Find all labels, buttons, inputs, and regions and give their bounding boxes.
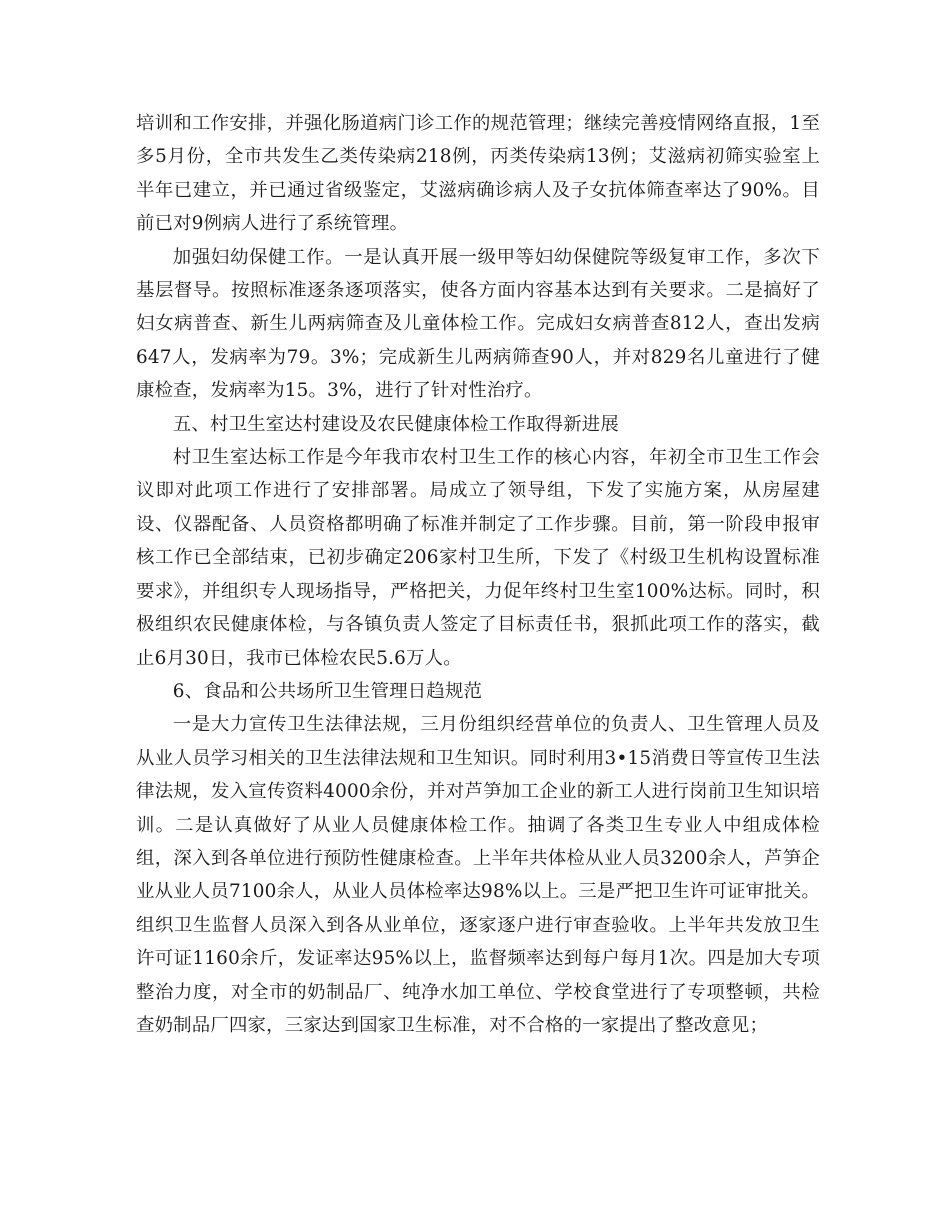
section-heading-food-public-hygiene: 6、食品和公共场所卫生管理日趋规范 bbox=[172, 680, 483, 702]
paragraph-village-clinic-standards: 村卫生室达标工作是今年我市农村卫生工作的核心内容，年初全市卫生工作会议即对此项工作进行了安排部署。局成立了领导组，下发了实施方案，从房屋建设、仪器配备、人员资格都明确了标准并制定了工作步骤。目前，第一阶段申报审核工作已全部结束，已初步确定206家村卫生所，下发了《村级卫生机构设置标准要求》，并组织专人现场指导，严格把关，力促年终村卫生室100%达标。同时，积极组织农民健康体检，与各镇负责人签定了目标责任书，狠抓此项工作的落实，截止6月30日，我市已体检农民5.6万人。 bbox=[136, 447, 820, 669]
document-body bbox=[136, 107, 820, 1042]
paragraph-food-public-hygiene: 一是大力宣传卫生法律法规，三月份组织经营单位的负责人、卫生管理人员及从业人员学习相关的卫生法律法规和卫生知识。同时利用3•15消费日等宣传卫生法律法规，发入宣传资料4000余份，并对芦笋加工企业的新工人进行岗前卫生知识培训。二是认真做好了从业人员健康体检工作。抽调了各类卫生专业人中组成体检组，深入到各单位进行预防性健康检查。上半年共体检从业人员3200余人，芦笋企业从业人员7100余人，从业人员体检率达98%以上。三是严把卫生许可证审批关。组织卫生监督人员深入到各从业单位，逐家逐户进行审查验收。上半年共发放卫生许可证1160余斤，发证率达95%以上，监督频率达到每户每月1次。四是加大专项整治力度，对全市的奶制品厂、纯净水加工单位、学校食堂进行了专项整顿，共检查奶制品厂四家，三家达到国家卫生标准，对不合格的一家提出了整改意见； bbox=[136, 714, 820, 1036]
paragraph-continued-disease-control: 培训和工作安排，并强化肠道病门诊工作的规范管理；继续完善疫情网络直报，1至多5月份，全市共发生乙类传染病218例，丙类传染病13例；艾滋病初筛实验室上半年已建立，并已通过省级鉴定，艾滋病确诊病人及子女抗体筛查率达了90%。目前已对9例病人进行了系统管理。 bbox=[136, 113, 820, 235]
section-heading-village-clinics: 五、村卫生室达村建设及农民健康体检工作取得新进展 bbox=[172, 413, 619, 435]
paragraph-maternal-child-health: 加强妇幼保健工作。一是认真开展一级甲等妇幼保健院等级复审工作，多次下基层督导。按照标准逐条逐项落实，使各方面内容基本达到有关要求。二是搞好了妇女病普查、新生儿两病筛查及儿童体检工作。完成妇女病普查812人，查出发病647人，发病率为79。3%；完成新生儿两病筛查90人，并对829名儿童进行了健康检查，发病率为15。3%，进行了针对性治疗。 bbox=[136, 246, 820, 402]
